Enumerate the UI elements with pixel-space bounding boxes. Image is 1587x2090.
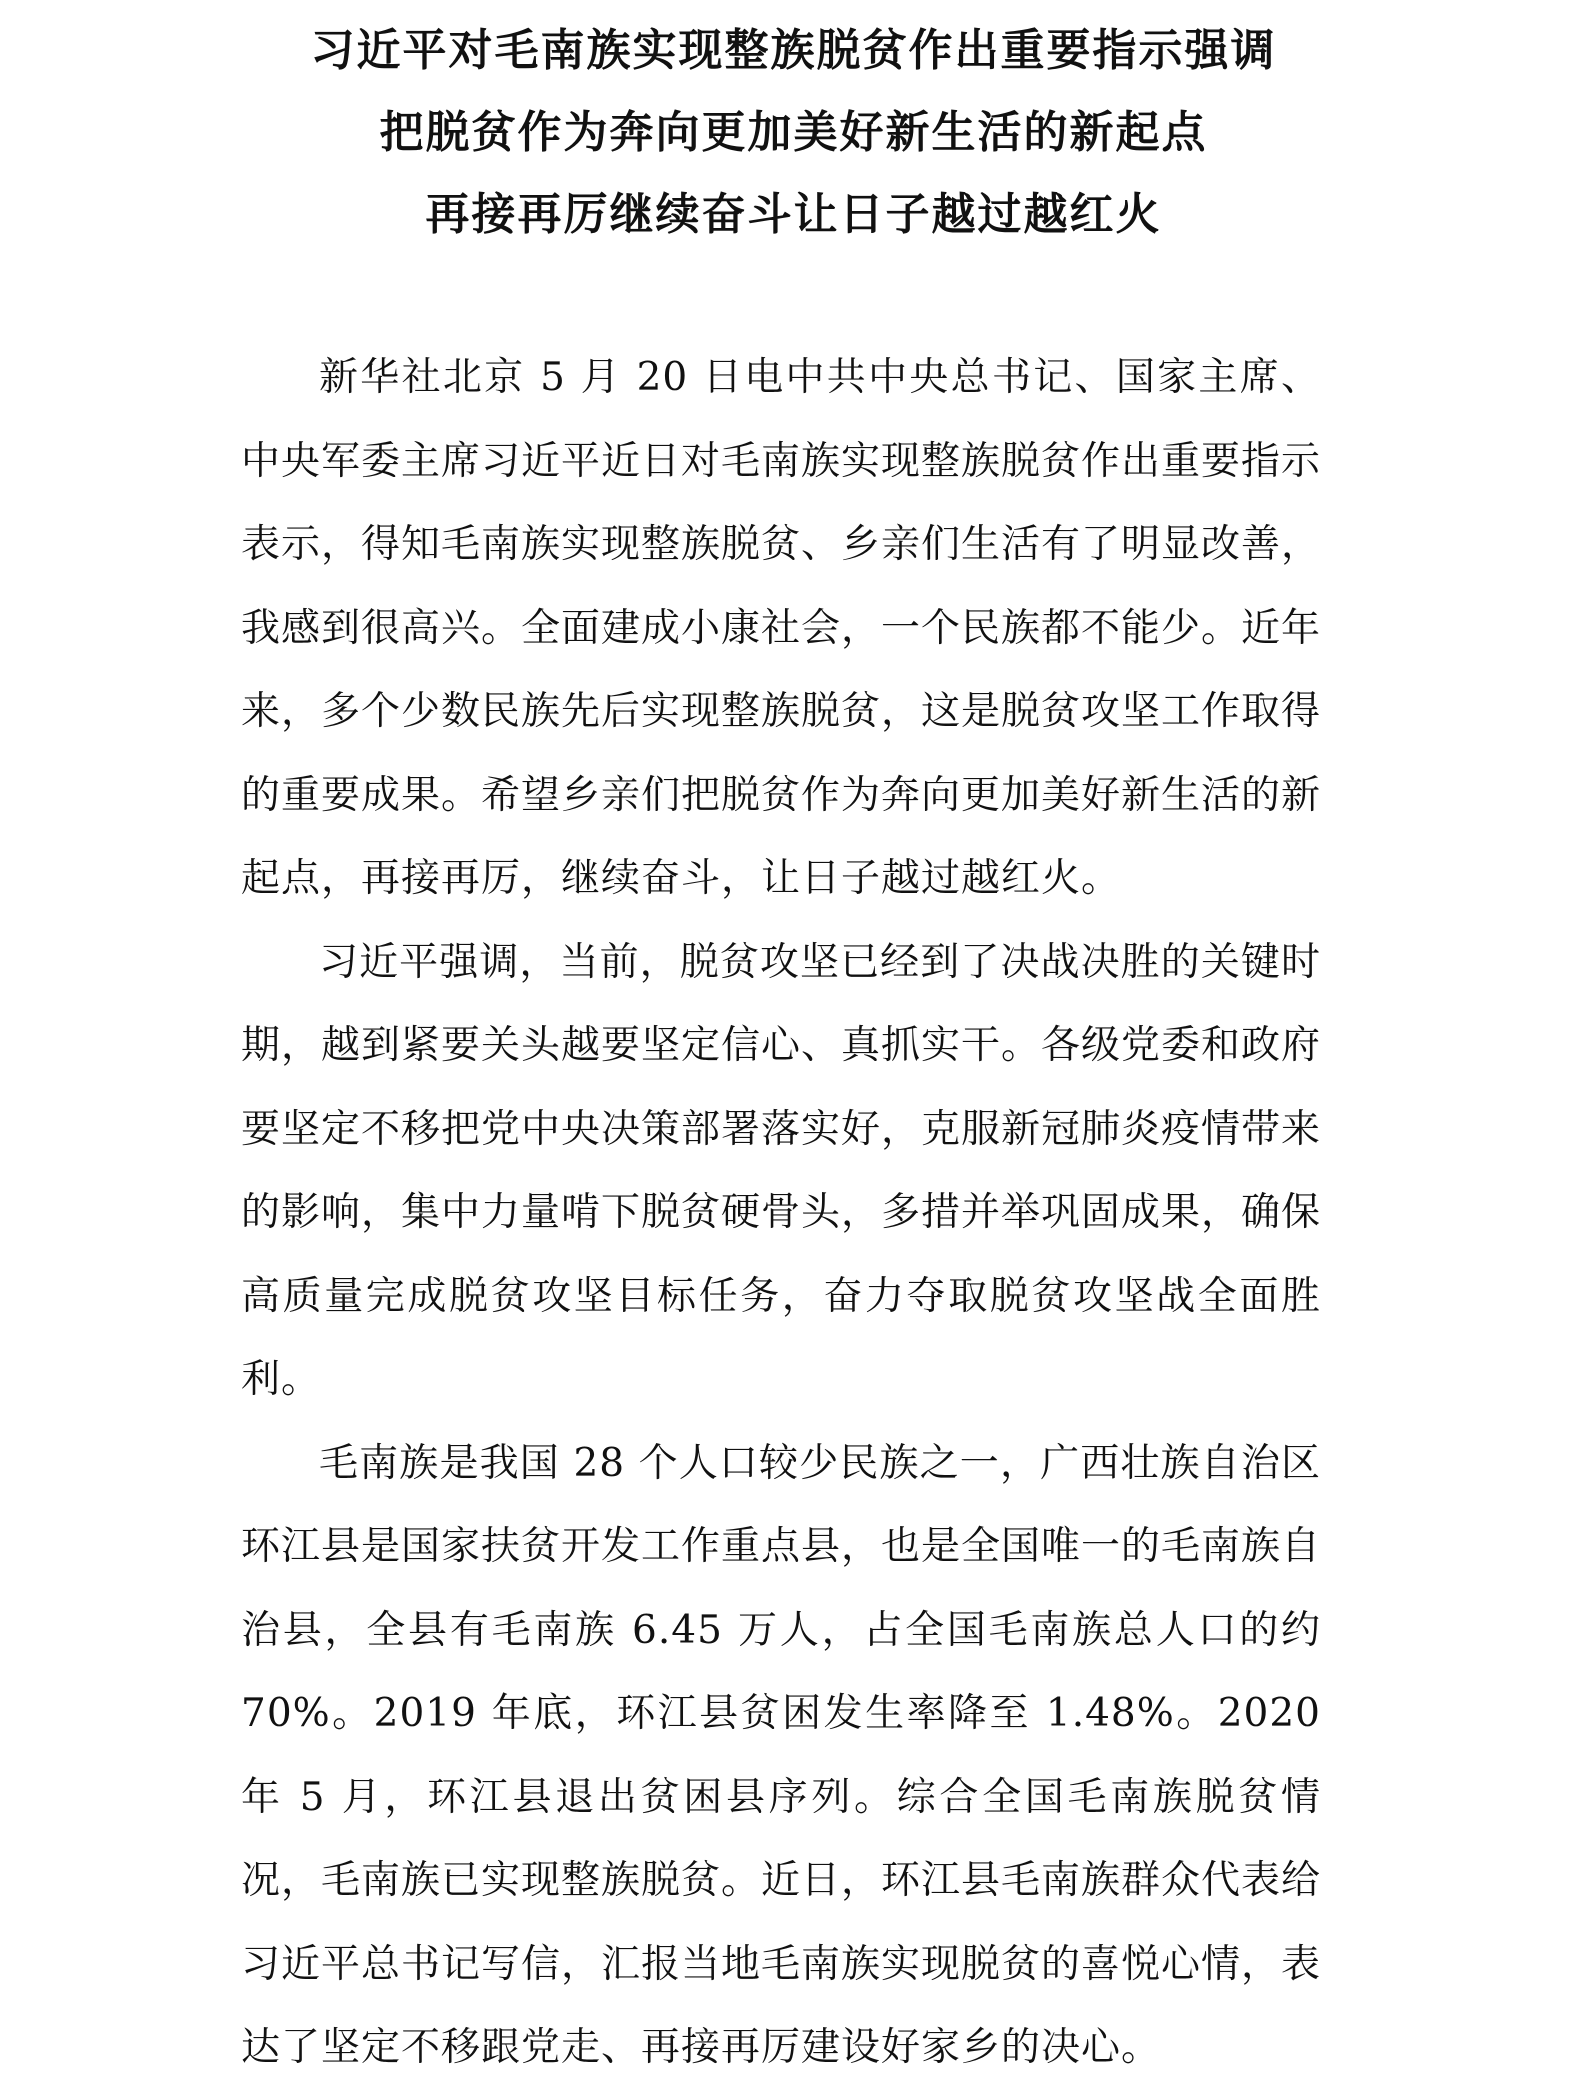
- title-line-3: 再接再厉继续奋斗让日子越过越红火: [425, 189, 1162, 240]
- paragraph-1: 新华社北京 5 月 20 日电中共中央总书记、国家主席、中央军委主席习近平近日对毛南族实现整族脱贫作出重要指示表示，得知毛南族实现整族脱贫、乡亲们生活有了明显改善，我感到很高兴。全面建成小康社会，一个民族都不能少。近年来，多个少数民族先后实现整族脱贫，这是脱贫攻坚工作取得的重要成果。希望乡亲们把脱贫作为奔向更加美好新生活的新起点，再接再厉，继续奋斗，让日子越过越红火。: [241, 355, 1322, 901]
- paragraph-2: 习近平强调，当前，脱贫攻坚已经到了决战决胜的关键时期，越到紧要关头越要坚定信心、真抓实干。各级党委和政府要坚定不移把党中央决策部署落实好，克服新冠肺炎疫情带来的影响，集中力量啃下脱贫硬骨头，多措并举巩固成果，确保高质量完成脱贫攻坚目标任务，奋力夺取脱贫攻坚战全面胜利。: [241, 939, 1322, 1402]
- title-line-1: 习近平对毛南族实现整族脱贫作出重要指示强调: [310, 25, 1277, 76]
- article-body: [241, 336, 1321, 2090]
- title-line-2: 把脱贫作为奔向更加美好新生活的新起点: [379, 107, 1208, 158]
- document-title: [0, 10, 1587, 256]
- paragraph-3: 毛南族是我国 28 个人口较少民族之一，广西壮族自治区环江县是国家扶贫开发工作重点县，也是全国唯一的毛南族自治县，全县有毛南族 6.45 万人，占全国毛南族总人口的约 70%。2019 年底，环江县贫困发生率降至 1.48%。2020 年 5 月，环江县退出贫困县序列。综合全国毛南族脱贫情况，毛南族已实现整族脱贫。近日，环江县毛南族群众代表给习近平总书记写信，汇报当地毛南族实现脱贫的喜悦心情，表达了坚定不移跟党走、再接再厉建设好家乡的决心。: [241, 1440, 1322, 2070]
